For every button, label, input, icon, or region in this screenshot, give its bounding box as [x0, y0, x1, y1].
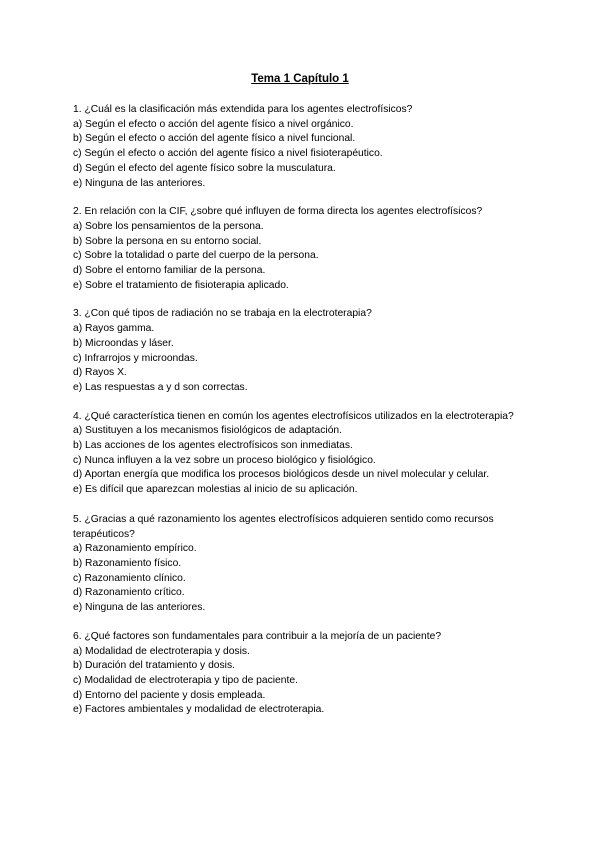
option-d: d) Razonamiento crítico.	[73, 587, 185, 599]
option-c: c) Infrarrojos y microondas.	[73, 352, 198, 364]
option-c: c) Modalidad de electroterapia y tipo de paciente.	[73, 674, 298, 686]
option-e: e) Las respuestas a y d son correctas.	[73, 381, 248, 393]
question-list	[73, 103, 543, 732]
option-b: b) Sobre la persona en su entorno social.	[73, 235, 262, 247]
question-text: 1. ¿Cuál es la clasificación más extendida para los agentes electrofísicos?	[73, 104, 413, 115]
option-d: d) Aportan energía que modifica los procesos biológicos desde un nivel molecular y celular.	[73, 469, 490, 481]
option-e: e) Ninguna de las anteriores.	[73, 602, 206, 614]
question-text: 6. ¿Qué factores son fundamentales para contribuir a la mejoría de un paciente?	[73, 630, 442, 642]
question-text: 2. En relación con la CIF, ¿sobre qué influyen de forma directa los agentes electrofísicos?	[73, 206, 483, 218]
question-text: 4. ¿Qué característica tienen en común los agentes electrofísicos utilizados en la electroterapia?	[73, 410, 514, 422]
option-c: c) Nunca influyen a la vez sobre un proceso biológico y fisiológico.	[73, 454, 376, 466]
option-e: e) Es difícil que aparezcan molestias al inicio de su aplicación.	[73, 484, 358, 496]
option-a: a) Sustituyen a los mecanismos fisiológicos de adaptación.	[73, 425, 343, 437]
option-b: b) Las acciones de los agentes electrofísicos son inmediatas.	[73, 440, 353, 452]
option-a: a) Razonamiento empírico.	[73, 543, 197, 555]
option-b: b) Microondas y láser.	[73, 337, 174, 349]
question-text: 5. ¿Gracias a qué razonamiento los agentes electrofísicos adquieren sentido como recursos terapéuticos?	[73, 513, 494, 540]
option-a: a) Modalidad de electroterapia y dosis.	[73, 645, 250, 657]
option-c: c) Según el efecto o acción del agente físico a nivel fisioterapéutico.	[73, 148, 383, 160]
question-text: 3. ¿Con qué tipos de radiación no se trabaja en la electroterapia?	[73, 308, 372, 320]
option-c: c) Sobre la totalidad o parte del cuerpo de la persona.	[73, 250, 319, 262]
option-a: a) Según el efecto o acción del agente físico a nivel orgánico.	[73, 118, 354, 130]
page-title: Tema 1 Capítulo 1	[251, 73, 349, 85]
option-d: d) Rayos X.	[73, 367, 127, 379]
question-2	[73, 205, 553, 293]
option-c: c) Razonamiento clínico.	[73, 572, 186, 584]
question-1	[73, 103, 543, 191]
option-d: d) Sobre el entorno familiar de la persona.	[73, 265, 266, 277]
question-3	[73, 307, 543, 395]
option-d: d) Según el efecto del agente físico sobre la musculatura.	[73, 162, 336, 174]
question-4	[73, 410, 543, 498]
option-b: b) Duración del tratamiento y dosis.	[73, 660, 235, 672]
option-e: e) Sobre el tratamiento de fisioterapia aplicado.	[73, 279, 289, 291]
option-b: b) Según el efecto o acción del agente físico a nivel funcional.	[73, 133, 356, 145]
option-d: d) Entorno del paciente y dosis empleada.	[73, 689, 266, 701]
question-5	[73, 513, 543, 616]
question-6	[73, 630, 543, 718]
option-a: a) Rayos gamma.	[73, 323, 155, 335]
option-e: e) Factores ambientales y modalidad de electroterapia.	[73, 704, 325, 716]
option-b: b) Razonamiento físico.	[73, 557, 182, 569]
option-a: a) Sobre los pensamientos de la persona.	[73, 220, 264, 232]
option-e: e) Ninguna de las anteriores.	[73, 177, 206, 189]
